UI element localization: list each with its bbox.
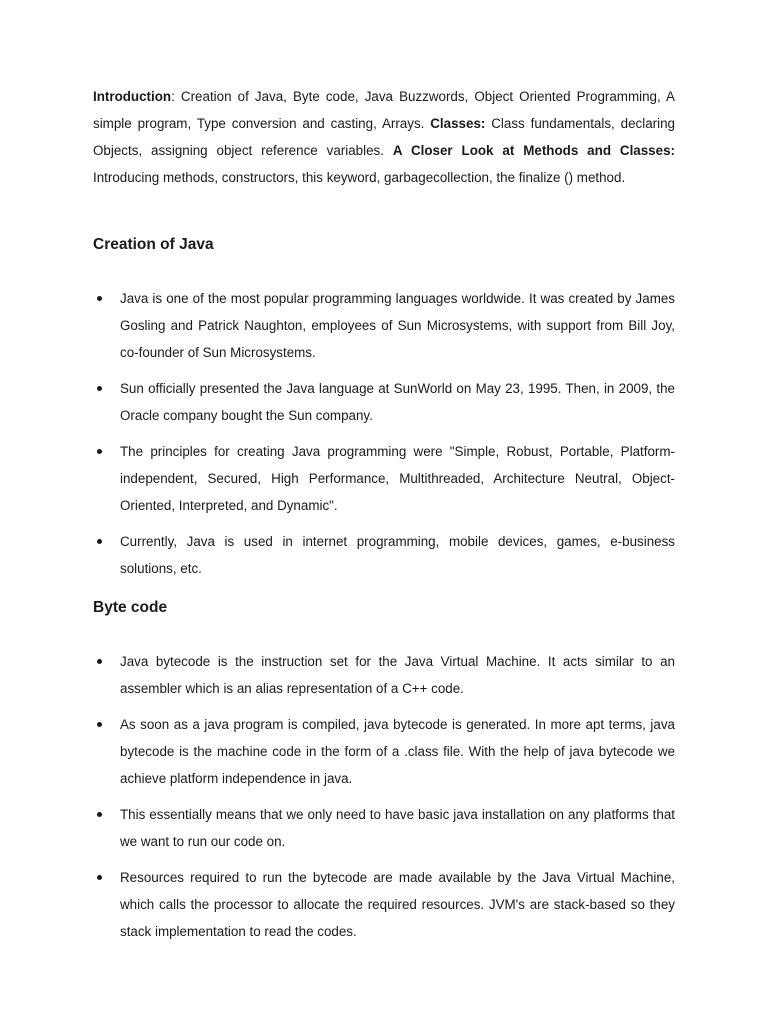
bullet-icon bbox=[97, 722, 102, 727]
bytecode-bullet-list bbox=[93, 648, 675, 945]
list-item bbox=[93, 528, 675, 582]
list-item-text: Java is one of the most popular programming languages worldwide. It was created by James Gosling and Patrick Naughton, employees of Sun Microsystems, with support from Bill Joy, co-founder of Sun Microsystems. bbox=[120, 291, 675, 360]
bullet-icon bbox=[97, 812, 102, 817]
list-item bbox=[93, 285, 675, 366]
list-item-text: The principles for creating Java programming were "Simple, Robust, Portable, Platform-independent, Secured, High Performance, Multithreaded, Architecture Neutral, Object-Oriented, Interpreted, and Dynamic". bbox=[120, 444, 675, 513]
intro-label-closer-look: A Closer Look at Methods and Classes: bbox=[392, 143, 675, 158]
bullet-icon bbox=[97, 296, 102, 301]
intro-label-introduction: Introduction bbox=[93, 89, 172, 104]
list-item-text: Currently, Java is used in internet programming, mobile devices, games, e-business solutions, etc. bbox=[120, 534, 675, 576]
list-item bbox=[93, 438, 675, 519]
list-item bbox=[93, 801, 675, 855]
bullet-icon bbox=[97, 659, 102, 664]
list-item-text: This essentially means that we only need to have basic java installation on any platforms that we want to run our code on. bbox=[120, 807, 675, 849]
list-item-text: Java bytecode is the instruction set for the Java Virtual Machine. It acts similar to an assembler which is an alias representation of a C++ code. bbox=[120, 654, 675, 696]
intro-text-classes: Class fundamentals, declaring Objects, assigning object reference variables. bbox=[93, 116, 675, 158]
bullet-icon bbox=[97, 449, 102, 454]
list-item-text: As soon as a java program is compiled, java bytecode is generated. In more apt terms, java bytecode is the machine code in the form of a .class file. With the help of java bytecode we achieve platform independence in java. bbox=[120, 717, 675, 786]
bullet-icon bbox=[97, 539, 102, 544]
intro-text-closer-look: Introducing methods, constructors, this keyword, garbagecollection, the finalize () method. bbox=[93, 170, 626, 185]
list-item bbox=[93, 375, 675, 429]
creation-bullet-list bbox=[93, 285, 675, 582]
list-item-text: Sun officially presented the Java language at SunWorld on May 23, 1995. Then, in 2009, the Oracle company bought the Sun company. bbox=[120, 381, 675, 423]
intro-paragraph bbox=[93, 83, 675, 191]
list-item bbox=[93, 711, 675, 792]
bullet-icon bbox=[97, 875, 102, 880]
list-item bbox=[93, 864, 675, 945]
section-heading-creation-of-java: Creation of Java bbox=[93, 236, 214, 253]
list-item bbox=[93, 648, 675, 702]
intro-label-classes: Classes: bbox=[430, 116, 486, 131]
intro-text-introduction: : Creation of Java, Byte code, Java Buzzwords, Object Oriented Programming, A simple program, Type conversion and casting, Arrays. bbox=[93, 89, 675, 131]
bullet-icon bbox=[97, 386, 102, 391]
list-item-text: Resources required to run the bytecode are made available by the Java Virtual Machine, which calls the processor to allocate the required resources. JVM's are stack-based so they stack implementation to read the codes. bbox=[120, 870, 675, 939]
section-heading-byte-code: Byte code bbox=[93, 599, 168, 616]
